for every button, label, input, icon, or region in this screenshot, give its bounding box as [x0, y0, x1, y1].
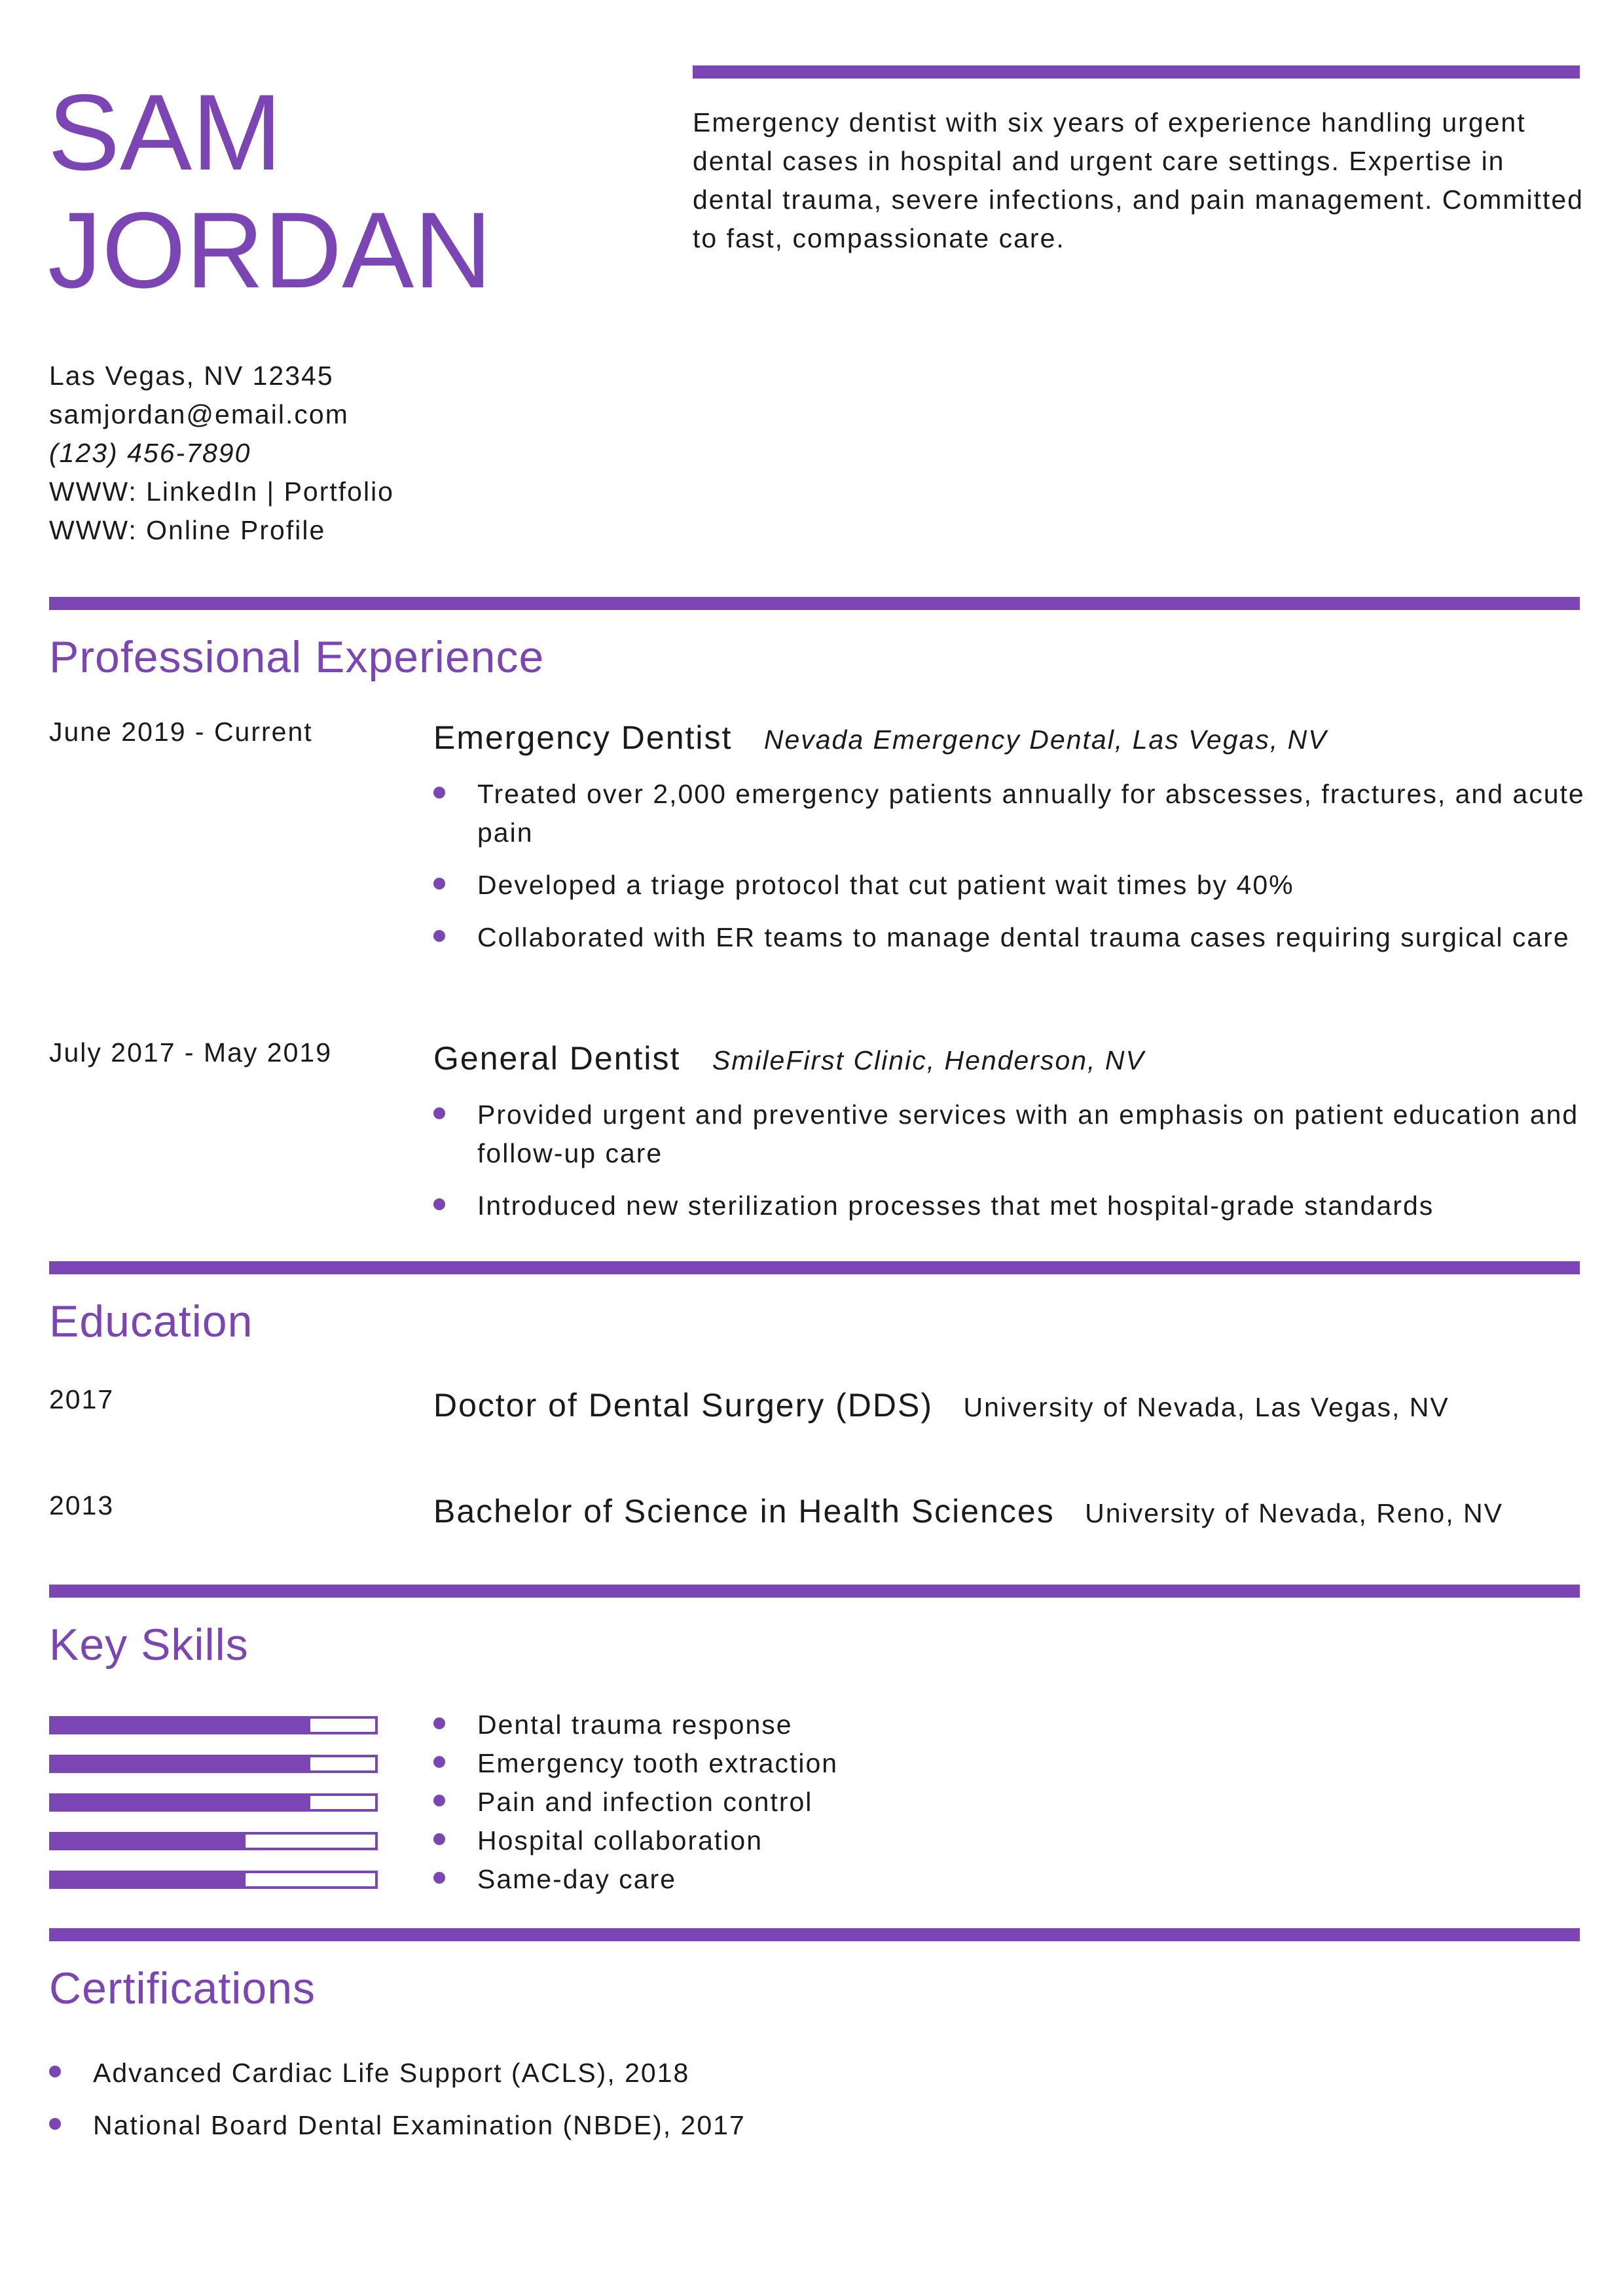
bullet-dot-icon	[433, 1833, 445, 1845]
list-item: Pain and infection control	[433, 1783, 838, 1821]
skill-bar-fill	[52, 1796, 310, 1809]
skill-bar-fill	[52, 1757, 310, 1770]
list-item: National Board Dental Examination (NBDE), 2017	[49, 2106, 746, 2145]
skills-heading: Key Skills	[49, 1620, 249, 1670]
job-2-header	[433, 1039, 1145, 1077]
contact-location: Las Vegas, NV 12345	[49, 361, 334, 391]
job-2-bullets	[433, 1096, 1586, 1225]
bullet-dot-icon	[49, 2066, 61, 2077]
contact-email: samjordan@email.com	[49, 399, 349, 429]
edu-2-school: University of Nevada, Reno, NV	[1085, 1498, 1503, 1528]
contact-www-profile: WWW: Online Profile	[49, 515, 326, 545]
bullet-dot-icon	[433, 1756, 445, 1768]
bullet-dot-icon	[433, 1107, 445, 1119]
edu-1-year: 2017	[49, 1384, 115, 1414]
list-item: Emergency tooth extraction	[433, 1744, 838, 1783]
skill-bar	[49, 1716, 378, 1734]
education-heading: Education	[49, 1297, 253, 1346]
candidate-name	[48, 73, 492, 309]
list-item: Provided urgent and preventive services with an emphasis on patient education and follow-up care	[433, 1096, 1586, 1173]
edu-2-header	[433, 1492, 1503, 1530]
job-2-org: SmileFirst Clinic, Henderson, NV	[712, 1045, 1145, 1075]
bullet-dot-icon	[433, 1872, 445, 1884]
job-2-title: General Dentist	[433, 1040, 681, 1077]
job-1-header	[433, 719, 1328, 757]
skill-bar	[49, 1832, 378, 1850]
job-1-title: Emergency Dentist	[433, 719, 733, 756]
skills-rule	[49, 1585, 1580, 1598]
list-item: Same-day care	[433, 1860, 838, 1899]
certifications-heading: Certifications	[49, 1964, 316, 2013]
first-name: SAM	[48, 72, 282, 192]
job-2-dates: July 2017 - May 2019	[49, 1037, 333, 1067]
bullet-dot-icon	[433, 930, 445, 942]
edu-1-school: University of Nevada, Las Vegas, NV	[963, 1392, 1450, 1422]
summary: Emergency dentist with six years of experience handling urgent dental cases in hospital and urgent care settings. Expertise in dental trauma, severe infections, and pain management. Committed to fast, compassionate care.	[693, 107, 1584, 253]
skill-bar-fill	[52, 1719, 310, 1732]
list-item: Treated over 2,000 emergency patients annually for abscesses, fractures, and acute pain	[433, 775, 1586, 852]
job-1-dates: June 2019 - Current	[49, 717, 313, 747]
job-1-org: Nevada Emergency Dental, Las Vegas, NV	[763, 725, 1328, 755]
edu-2-year: 2013	[49, 1490, 115, 1520]
list-item: Hospital collaboration	[433, 1821, 838, 1860]
bullet-dot-icon	[433, 1795, 445, 1806]
skill-level-bars	[49, 1716, 378, 1909]
header-rule	[693, 65, 1580, 79]
list-item: Dental trauma response	[433, 1706, 838, 1744]
bullet-dot-icon	[433, 878, 445, 889]
bullet-dot-icon	[433, 1717, 445, 1729]
job-1-bullets	[433, 775, 1586, 957]
skill-bar-fill	[52, 1873, 246, 1886]
edu-1-header	[433, 1386, 1450, 1424]
skill-bar	[49, 1755, 378, 1773]
experience-rule	[49, 597, 1580, 610]
bullet-dot-icon	[433, 787, 445, 798]
skill-bar	[49, 1793, 378, 1812]
list-item: Introduced new sterilization processes that met hospital-grade standards	[433, 1187, 1586, 1225]
contact-info	[49, 357, 394, 550]
last-name: JORDAN	[48, 190, 492, 310]
certifications-rule	[49, 1928, 1580, 1941]
experience-heading: Professional Experience	[49, 632, 545, 682]
bullet-dot-icon	[49, 2118, 61, 2130]
list-item: Developed a triage protocol that cut patient wait times by 40%	[433, 866, 1586, 905]
contact-phone: (123) 456-7890	[49, 438, 251, 468]
bullet-dot-icon	[433, 1198, 445, 1210]
skill-bar	[49, 1871, 378, 1889]
contact-www-links: WWW: LinkedIn | Portfolio	[49, 476, 394, 507]
list-item: Advanced Cardiac Life Support (ACLS), 2018	[49, 2054, 746, 2092]
edu-1-degree: Doctor of Dental Surgery (DDS)	[433, 1387, 934, 1424]
skills-list	[433, 1706, 838, 1899]
education-rule	[49, 1261, 1580, 1274]
edu-2-degree: Bachelor of Science in Health Sciences	[433, 1493, 1055, 1530]
certifications-list	[49, 2054, 746, 2159]
skill-bar-fill	[52, 1835, 246, 1848]
list-item: Collaborated with ER teams to manage dental trauma cases requiring surgical care	[433, 918, 1586, 957]
